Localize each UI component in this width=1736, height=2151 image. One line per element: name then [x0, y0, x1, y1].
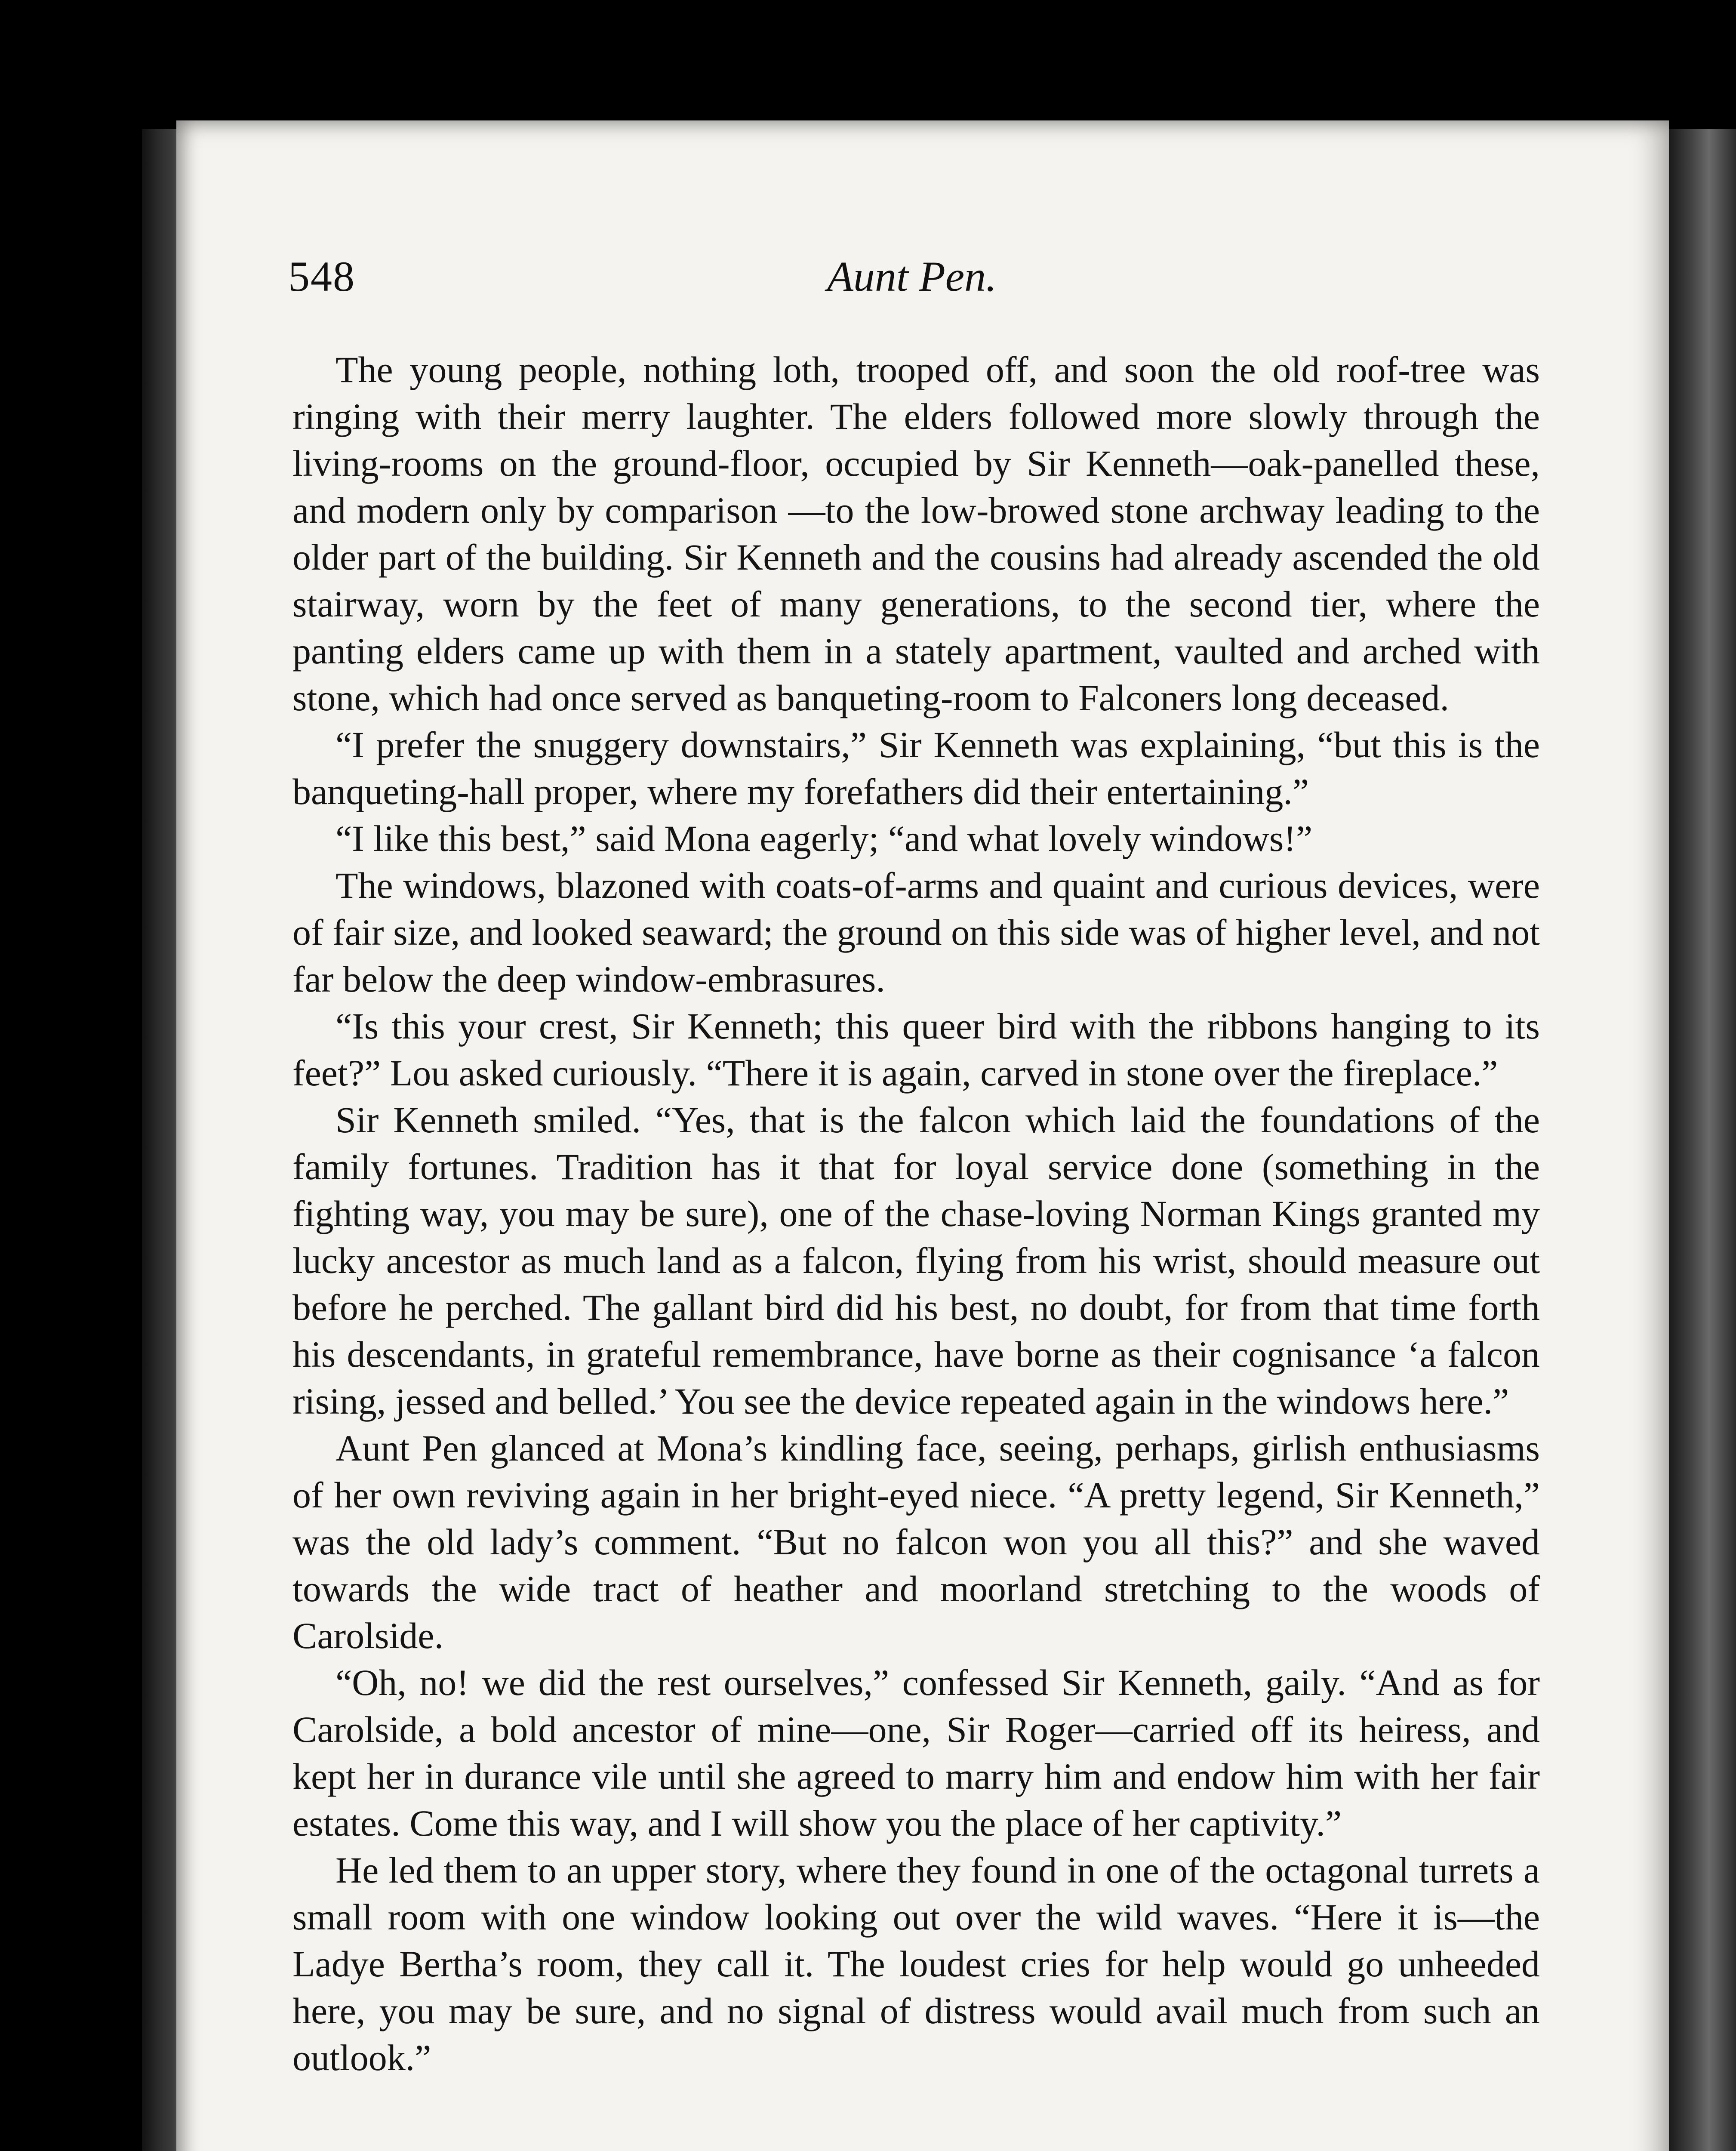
- paragraph: “I like this best,” said Mona eagerly; “and what lovely windows!”: [336, 818, 1313, 859]
- paragraph: Aunt Pen glanced at Mona’s kindling face, seeing, perhaps, girlish enthusiasms of her own reviving again in her bright-eyed niece. “A pretty legend, Sir Kenneth,” was the old lady’s comment. “But no falcon won you all this?” and she waved towards the wide tract of heather and moorland stretching to the woods of Carolside.: [292, 1427, 1540, 1656]
- book-spine-shadow: [142, 129, 181, 2151]
- paragraph: He led them to an upper story, where they found in one of the octagonal turrets a small room with one window looking out over the wild waves. “Here it is—the Ladye Bertha’s room, they call it. The loudest cries for help would go unheeded here, you may be sure, and no signal of distress would avail much from such an outlook.”: [292, 1849, 1540, 2078]
- running-title: Aunt Pen.: [827, 253, 997, 300]
- paragraph: “I prefer the snuggery downstairs,” Sir Kenneth was explaining, “but this is the banqueting-hall proper, where my forefathers did their entertaining.”: [292, 724, 1540, 812]
- page-edge-right: [1669, 129, 1736, 2151]
- paragraph: “Oh, no! we did the rest ourselves,” confessed Sir Kenneth, gaily. “And as for Carolside, a bold ancestor of mine—one, Sir Roger—carried off its heiress, and kept her in durance vile until she agreed to marry him and endow him with her fair estates. Come this way, and I will show you the place of her captivity.”: [292, 1662, 1540, 1844]
- paragraph: The young people, nothing loth, trooped off, and soon the old roof-tree was ringing with their merry laughter. The elders followed more slowly through the living-rooms on the ground-floor, occupied by Sir Kenneth—oak-panelled these, and modern only by comparison —to the low-browed stone archway leading to the older part of the building. Sir Kenneth and the cousins had already ascended the old stairway, worn by the feet of many generations, to the second tier, where the panting elders came up with them in a stately apartment, vaulted and arched with stone, which had once served as banqueting-room to Falconers long deceased.: [292, 349, 1540, 718]
- paragraph: The windows, blazoned with coats-of-arms and quaint and curious devices, were of fair size, and looked seaward; the ground on this side was of higher level, and not far below the deep window-embrasures.: [292, 865, 1540, 1000]
- body-text: [292, 346, 1540, 2081]
- paragraph: “Is this your crest, Sir Kenneth; this queer bird with the ribbons hanging to its feet?” Lou asked curiously. “There it is again, carved in stone over the fireplace.”: [292, 1005, 1540, 1094]
- running-head: [288, 252, 1536, 303]
- page-number: 548: [288, 253, 355, 300]
- paragraph: Sir Kenneth smiled. “Yes, that is the falcon which laid the foundations of the family fortunes. Tradition has it that for loyal service done (something in the fighting way, you may be sure), one of the chase-loving Norman Kings granted my lucky ancestor as much land as a falcon, flying from his wrist, should measure out before he perched. The gallant bird did his best, no doubt, for from that time forth his descendants, in grateful remembrance, have borne as their cognisance ‘a falcon rising, jessed and belled.’ You see the device repeated again in the windows here.”: [292, 1099, 1540, 1422]
